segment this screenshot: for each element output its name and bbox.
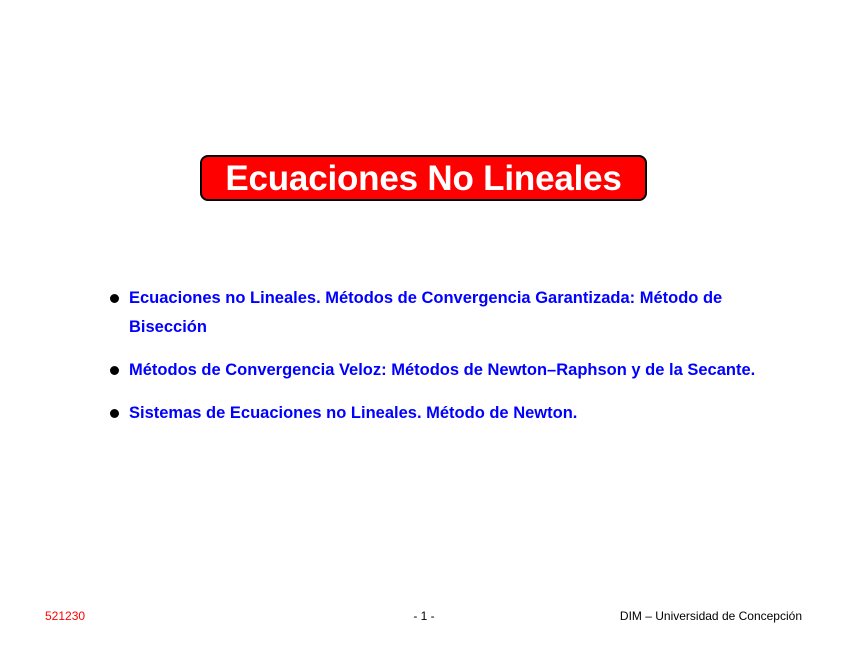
slide-title: Ecuaciones No Lineales (225, 158, 622, 198)
bullet-dot-icon (110, 409, 119, 418)
bullet-list (110, 284, 770, 442)
footer-page-number: - 1 - (413, 609, 435, 623)
list-item (110, 399, 770, 428)
bullet-text: Ecuaciones no Lineales. Métodos de Convergencia Garantizada: Método de Bisección (129, 289, 723, 336)
slide-title-box (200, 155, 647, 201)
footer-institution: DIM – Universidad de Concepción (619, 609, 802, 623)
list-item (110, 284, 770, 342)
list-item (110, 356, 770, 385)
bullet-text: Métodos de Convergencia Veloz: Métodos de Newton–Raphson y de la Secante. (129, 361, 756, 379)
bullet-dot-icon (110, 366, 119, 375)
bullet-dot-icon (110, 294, 119, 303)
footer-course-code: 521230 (45, 609, 86, 623)
bullet-text: Sistemas de Ecuaciones no Lineales. Método de Newton. (129, 404, 578, 422)
